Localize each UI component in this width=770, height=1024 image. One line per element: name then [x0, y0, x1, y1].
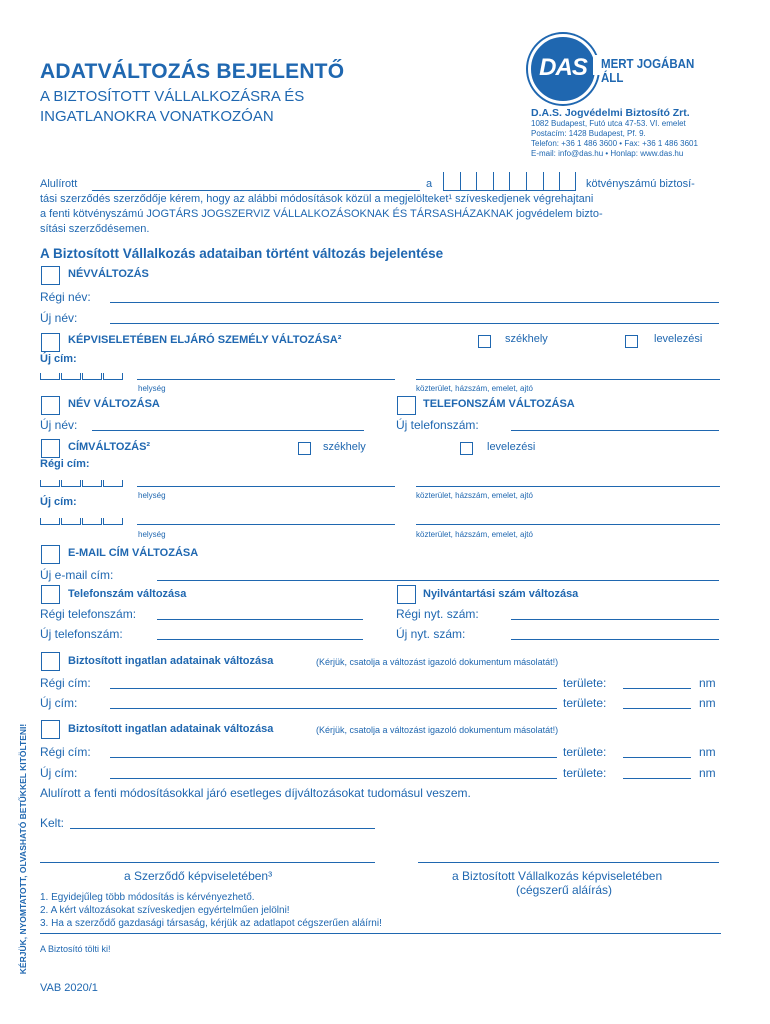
phone-change2-label: Telefonszám változása: [68, 588, 187, 600]
rep-mailing-checkbox[interactable]: [625, 335, 638, 348]
property2-new-area-label: területe:: [563, 766, 607, 780]
new-phone2-label: Új telefonszám:: [40, 627, 123, 641]
new-address2-label: Új cím:: [40, 496, 77, 508]
old-phone-field[interactable]: [157, 619, 363, 620]
property1-new-unit: nm: [699, 696, 716, 710]
address-seat-checkbox[interactable]: [298, 442, 311, 455]
new-phone2-field[interactable]: [157, 639, 363, 640]
dated-label: Kelt:: [40, 816, 65, 830]
new-city-field[interactable]: [137, 524, 395, 525]
name-change2-label: NÉV VÁLTOZÁSA: [68, 398, 160, 410]
address-mailing-checkbox[interactable]: [460, 442, 473, 455]
rep-seat-checkbox[interactable]: [478, 335, 491, 348]
address-mailing-label: levelezési: [487, 441, 536, 453]
policy-number-boxes[interactable]: [443, 172, 576, 191]
intro-undersigned: Alulírott: [40, 178, 78, 190]
property2-new-label: Új cím:: [40, 766, 78, 780]
new-name2-field[interactable]: [92, 430, 364, 431]
property-change1-label: Biztosított ingatlan adatainak változása: [68, 655, 274, 667]
email-change-checkbox[interactable]: [41, 545, 60, 564]
phone-change2-checkbox[interactable]: [41, 585, 60, 604]
new-street-caption: közterület, házszám, emelet, ajtó: [416, 530, 533, 539]
footer-divider: [40, 933, 721, 934]
acknowledge-text: Alulírott a fenti módosításokkal járó esetleges díjváltozásokat tudomásul veszem.: [40, 786, 471, 800]
intro-line-4: sítási szerződésemen.: [40, 223, 150, 235]
note-2: 2. A kért változásokat szíveskedjen egyértelműen jelölni!: [40, 905, 290, 916]
das-logo: [528, 34, 598, 104]
company-address: 1082 Budapest, Futó utca 47-53. VI. emelet: [531, 119, 686, 128]
note-1: 1. Egyidejűleg több módosítás is kérvényezhető.: [40, 892, 255, 903]
property-change2-note: (Kérjük, csatolja a változást igazoló dokumentum másolatát!): [316, 725, 559, 735]
property-change2-label: Biztosított ingatlan adatainak változása: [68, 723, 274, 735]
address-seat-label: székhely: [323, 441, 366, 453]
subtitle-line-1: A BIZTOSÍTOTT VÁLLALKOZÁSRA ÉS: [40, 88, 305, 105]
property2-new-field[interactable]: [110, 778, 557, 779]
old-name-field[interactable]: [110, 302, 719, 303]
page-title: ADATVÁLTOZÁS BEJELENTŐ: [40, 60, 345, 83]
property2-new-area-field[interactable]: [623, 778, 691, 779]
property-change1-note: (Kérjük, csatolja a változást igazoló dokumentum másolatát!): [316, 657, 559, 667]
contractor-signature-line[interactable]: [40, 862, 375, 863]
old-name-label: Régi név:: [40, 290, 91, 304]
property2-new-unit: nm: [699, 766, 716, 780]
property2-old-area-label: területe:: [563, 745, 607, 759]
property1-new-field[interactable]: [110, 708, 557, 709]
insured-signature-line[interactable]: [418, 862, 719, 863]
intro-line-3: a fenti kötvényszámú JOGTÁRS JOGSZERVIZ VÁLLALKOZÁSOKNAK ÉS TÁRSASHÁZAKNAK jogvédelem bizto-: [40, 208, 603, 220]
contractor-signature-caption: a Szerződő képviseletében³: [124, 869, 273, 883]
property-change1-checkbox[interactable]: [41, 652, 60, 671]
phone-change-checkbox[interactable]: [397, 396, 416, 415]
intro-a: a: [426, 178, 433, 190]
company-postal: Postacím: 1428 Budapest, Pf. 9.: [531, 129, 646, 138]
property1-old-field[interactable]: [110, 688, 557, 689]
new-email-label: Új e-mail cím:: [40, 568, 114, 582]
dated-field[interactable]: [70, 828, 375, 829]
name-change-label: NÉVVÁLTOZÁS: [68, 268, 149, 280]
das-logo-text: DAS: [539, 54, 587, 81]
new-name-label: Új név:: [40, 311, 78, 325]
old-city-field[interactable]: [137, 486, 395, 487]
old-address-label: Régi cím:: [40, 458, 90, 470]
property1-new-area-field[interactable]: [623, 708, 691, 709]
address-change-label: CÍMVÁLTOZÁS²: [68, 441, 151, 453]
property2-old-label: Régi cím:: [40, 745, 91, 759]
side-instruction: KÉRJÜK, NYOMTATOTT, OLVASHATÓ BETŰKKEL KITÖLTENI!: [18, 723, 28, 975]
rep-city-caption: helység: [138, 384, 166, 393]
old-reg-field[interactable]: [511, 619, 719, 620]
insured-signature-subcaption: (cégszerű aláírás): [516, 883, 613, 897]
company-name: D.A.S. Jogvédelmi Biztosító Zrt.: [531, 107, 690, 119]
reg-change-label: Nyilvántartási szám változása: [423, 588, 579, 600]
intro-policy-suffix: kötvényszámú biztosí-: [586, 178, 695, 190]
rep-street-caption: közterület, házszám, emelet, ajtó: [416, 384, 533, 393]
slogan-bar: [593, 55, 723, 85]
company-email: E-mail: info@das.hu • Honlap: www.das.hu: [531, 149, 684, 158]
insured-signature-caption: a Biztosított Vállalkozás képviseletében: [452, 869, 663, 883]
property-change2-checkbox[interactable]: [41, 720, 60, 739]
new-name2-label: Új név:: [40, 418, 78, 432]
property2-old-area-field[interactable]: [623, 757, 691, 758]
section-title: A Biztosított Vállalkozás adataiban történt változás bejelentése: [40, 246, 444, 261]
old-zip-boxes[interactable]: [40, 479, 124, 487]
rep-seat-label: székhely: [505, 333, 548, 345]
rep-new-address-label: Új cím:: [40, 353, 77, 365]
old-phone-label: Régi telefonszám:: [40, 607, 137, 621]
reg-change-checkbox[interactable]: [397, 585, 416, 604]
address-change-checkbox[interactable]: [41, 439, 60, 458]
new-phone-field[interactable]: [511, 430, 719, 431]
property2-old-field[interactable]: [110, 757, 557, 758]
insurer-fill-label: A Biztosító tölti ki!: [40, 944, 111, 954]
new-reg-label: Új nyt. szám:: [396, 627, 466, 641]
rep-change-checkbox[interactable]: [41, 333, 60, 352]
note-3: 3. Ha a szerződő gazdasági társaság, kérjük az adatlapot cégszerűen aláírni!: [40, 918, 382, 929]
new-reg-field[interactable]: [511, 639, 719, 640]
old-reg-label: Régi nyt. szám:: [396, 607, 479, 621]
email-change-label: E-MAIL CÍM VÁLTOZÁSA: [68, 547, 199, 559]
intro-line-2: tási szerződés szerződője kérem, hogy az alábbi módosítások közül a megjelölteket¹ szíveskedjenek végrehajtani: [40, 193, 594, 205]
old-street-field[interactable]: [416, 486, 720, 487]
undersigned-field[interactable]: [92, 190, 420, 191]
name-change-checkbox[interactable]: [41, 266, 60, 285]
rep-change-label: KÉPVISELETÉBEN ELJÁRÓ SZEMÉLY VÁLTOZÁSA²: [68, 334, 342, 346]
property1-old-unit: nm: [699, 676, 716, 690]
subtitle-line-2: INGATLANOKRA VONATKOZÓAN: [40, 108, 274, 125]
new-phone-label: Új telefonszám:: [396, 418, 479, 432]
rep-zip-boxes[interactable]: [40, 372, 124, 380]
new-city-caption: helység: [138, 530, 166, 539]
rep-city-field[interactable]: [137, 379, 395, 380]
property1-old-area-field[interactable]: [623, 688, 691, 689]
new-name-field[interactable]: [110, 323, 719, 324]
slogan: MERT JOGÁBAN ÁLL: [601, 57, 695, 85]
property1-old-label: Régi cím:: [40, 676, 91, 690]
old-street-caption: közterület, házszám, emelet, ajtó: [416, 491, 533, 500]
property1-new-area-label: területe:: [563, 696, 607, 710]
property1-old-area-label: területe:: [563, 676, 607, 690]
company-phone: Telefon: +36 1 486 3600 • Fax: +36 1 486 3601: [531, 139, 698, 148]
old-city-caption: helység: [138, 491, 166, 500]
name-change2-checkbox[interactable]: [41, 396, 60, 415]
property1-new-label: Új cím:: [40, 696, 78, 710]
new-zip-boxes[interactable]: [40, 517, 124, 525]
new-street-field[interactable]: [416, 524, 720, 525]
form-code: VAB 2020/1: [40, 982, 98, 994]
property2-old-unit: nm: [699, 745, 716, 759]
rep-street-field[interactable]: [416, 379, 720, 380]
new-email-field[interactable]: [157, 580, 719, 581]
phone-change-label: TELEFONSZÁM VÁLTOZÁSA: [423, 398, 575, 410]
rep-mailing-label: levelezési: [654, 333, 703, 345]
